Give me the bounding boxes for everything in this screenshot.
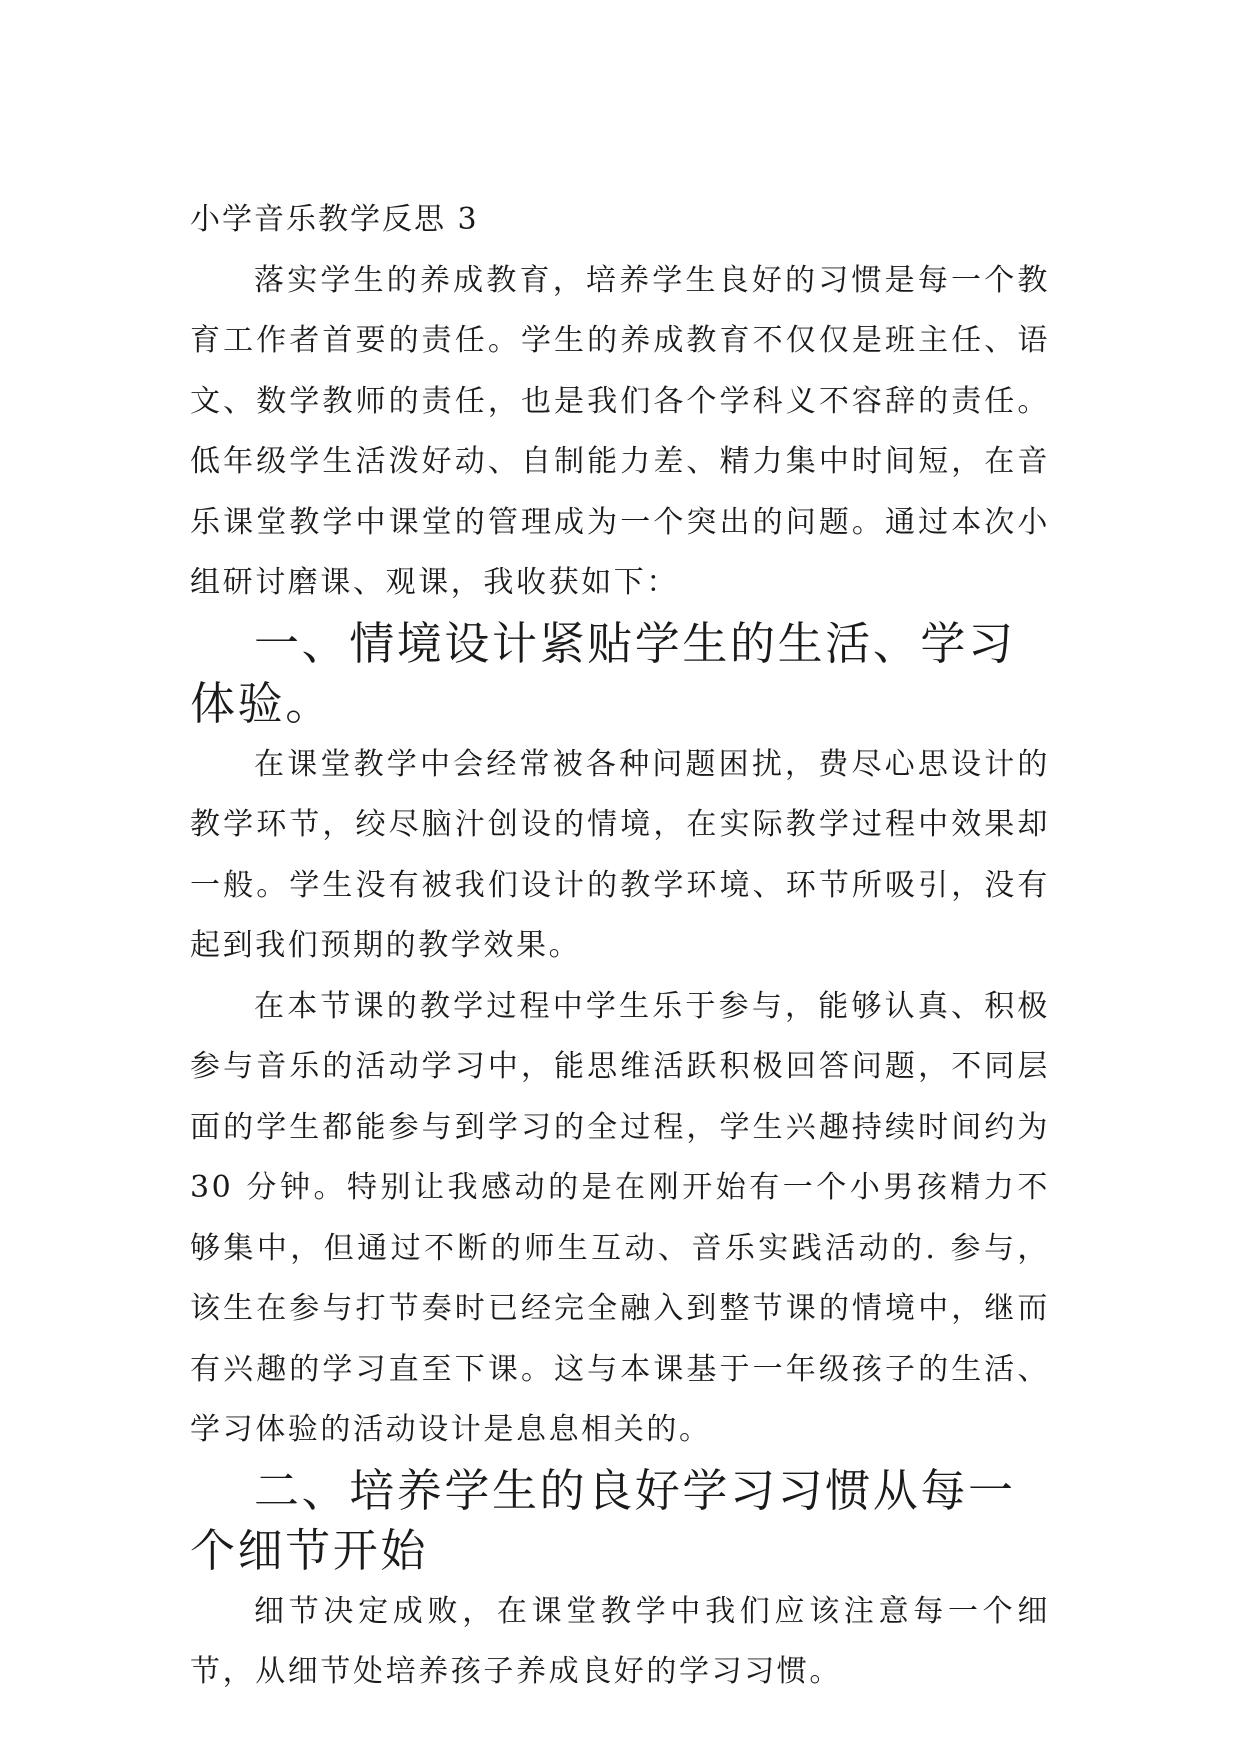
document-page (190, 190, 1050, 1703)
section-heading-2: 二、培养学生的良好学习习惯从每一个细节开始 (190, 1463, 1016, 1577)
section-heading-1: 一、情境设计紧贴学生的生活、学习体验。 (190, 616, 1016, 730)
paragraph-problem: 在课堂教学中会经常被各种问题困扰，费尽心思设计的教学环节，绞尽脑汁创设的情境，在实际教学过程中效果却一般。学生没有被我们设计的教学环境、环节所吸引，没有起到我们预期的教学效果。 (190, 746, 1050, 963)
paragraph-details: 细节决定成败，在课堂教学中我们应该注意每一个细节，从细节处培养孩子养成良好的学习习惯。 (190, 1593, 1050, 1689)
paragraph-lesson-observation: 在本节课的教学过程中学生乐于参与，能够认真、积极参与音乐的活动学习中，能思维活跃积极回答问题，不同层面的学生都能参与到学习的全过程，学生兴趣持续时间约为 30 分钟。特别让我感动的是在刚开始有一个小男孩精力不够集中，但通过不断的师生互动、音乐实践活动的. 参与，该生在参与打节奏时已经完全融入到整节课的情境中，继而有兴趣的学习直至下课。这与本课基于一年级孩子的生活、学习体验的活动设计是息息相关的。 (190, 988, 1050, 1447)
paragraph-intro: 落实学生的养成教育，培养学生良好的习惯是每一个教育工作者首要的责任。学生的养成教育不仅仅是班主任、语文、数学教师的责任，也是我们各个学科义不容辞的责任。低年级学生活泼好动、自制能力差、精力集中时间短，在音乐课堂教学中课堂的管理成为一个突出的问题。通过本次小组研讨磨课、观课，我收获如下： (190, 262, 1050, 600)
document-title: 小学音乐教学反思 3 (190, 202, 479, 237)
